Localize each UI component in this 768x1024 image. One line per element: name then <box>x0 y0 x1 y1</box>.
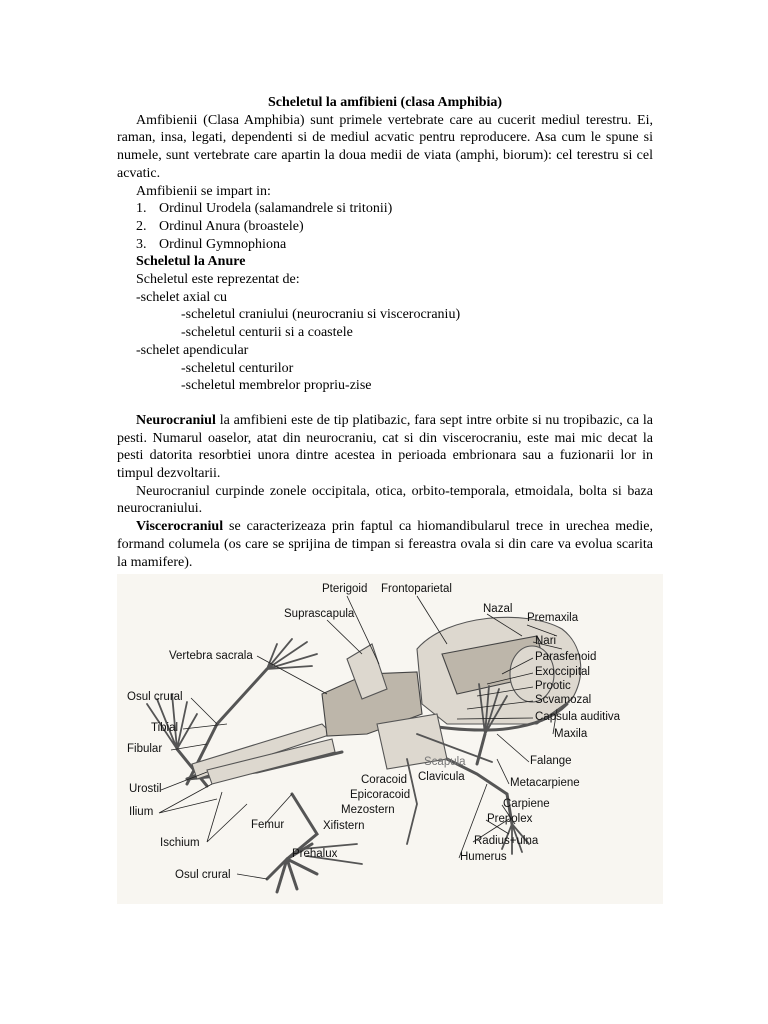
label-fibular: Fibular <box>127 743 163 755</box>
label-ilium: Ilium <box>129 806 154 818</box>
label-metacarpiene: Metacarpiene <box>510 777 580 789</box>
order-number: 3. <box>136 236 147 252</box>
order-text: Ordinul Urodela (salamandrele si tritonii) <box>159 201 393 217</box>
label-maxila: Maxila <box>554 728 588 740</box>
label-prehalux: Prehalux <box>292 848 338 860</box>
tibial-bone <box>217 669 267 724</box>
label-ischium: Ischium <box>160 837 200 849</box>
neurocraniu-paragraph <box>117 412 653 483</box>
label-osul-crural-top: Osul crural <box>127 691 183 703</box>
order-text: Ordinul Gymnophiona <box>159 236 287 252</box>
document-text <box>117 94 653 571</box>
label-carpiene: Carpiene <box>503 798 550 810</box>
neurocraniu-zones-paragraph: Neurocraniul curpinde zonele occipitala, otica, orbito-temporala, etmoidala, bolta si baza neurocraniului. <box>117 483 653 517</box>
label-falange: Falange <box>530 755 572 767</box>
label-nazal: Nazal <box>483 603 513 615</box>
neurocraniu-term: Neurocraniul <box>136 412 216 428</box>
label-femur: Femur <box>251 819 285 831</box>
order-item <box>117 236 653 254</box>
viscerocraniu-text: se caracterizeaza prin faptul ca hiomandibularul trece in urechea medie, formand columela (os care se sprijina de timpan si fereastra ovala si din care va evolua scarita la mamifere). <box>117 519 653 570</box>
axial-item: -scheletul centurii si a coastele <box>181 325 353 341</box>
axial-item: -scheletul craniului (neurocraniu si viscerocraniu) <box>181 307 461 323</box>
label-coracoid: Coracoid <box>361 774 408 786</box>
label-scapula: Scapula <box>424 756 466 768</box>
label-suprascapula: Suprascapula <box>284 608 355 620</box>
apendicular-item: -scheletul centurilor <box>181 360 294 376</box>
document-title: Scheletul la amfibieni (clasa Amphibia) <box>267 95 503 110</box>
label-urostil: Urostil <box>129 783 162 795</box>
label-pterigoid: Pterigoid <box>322 583 368 595</box>
intro-paragraph: Amfibienii (Clasa Amphibia) sunt primele vertebrate care au cucerit mediul terestru. Ei, raman, insa, legati, dependenti si de mediul acvatic pentru reproducere. Asa cum le spune si numele, sunt vertebrate care apartin la doua medii de viata (amphi, biorum): cel terestru si cel acvatic. <box>117 112 653 181</box>
label-clavicula: Clavicula <box>418 771 465 783</box>
order-number: 2. <box>136 218 147 234</box>
order-text: Ordinul Anura (broastele) <box>159 218 304 234</box>
label-mezostern: Mezostern <box>341 804 395 816</box>
label-nari: Nari <box>535 635 557 647</box>
label-tibial: Tibial <box>151 722 179 734</box>
order-item <box>117 200 653 218</box>
frog-skeleton-figure <box>117 574 663 904</box>
label-prootic: Prootic <box>535 680 571 692</box>
label-capsula-auditiva: Capsula auditiva <box>535 711 621 723</box>
label-scvamozal: Scvamozal <box>535 694 592 706</box>
label-exoccipital: Exoccipital <box>535 666 590 678</box>
label-frontoparietal: Frontoparietal <box>381 583 452 595</box>
axial-label: -schelet axial cu <box>136 289 227 305</box>
sternum-bone <box>407 759 417 844</box>
skeleton-intro: Scheletul este reprezentat de: <box>136 272 300 288</box>
label-prepolex: Prepolex <box>487 813 533 825</box>
label-humerus: Humerus <box>460 851 507 863</box>
apendicular-label: -schelet apendicular <box>136 342 249 358</box>
frog-skeleton-diagram <box>117 574 663 904</box>
label-xifistern: Xifistern <box>323 820 365 832</box>
section-heading: Scheletul la Anure <box>136 254 246 270</box>
viscerocraniu-paragraph <box>117 518 653 571</box>
division-intro: Amfibienii se impart in: <box>136 183 271 199</box>
label-radius-ulna: Radius+ulna <box>474 835 539 847</box>
neurocraniu-text: la amfibieni este de tip platibazic, fara sept intre orbite si nu tropibazic, ca la pesti. Numarul oaselor, atat din neurocraniu, cat si din viscerocraniu, este mai mic decat la pesti datorita resorbtiei unora dintre acestea in perioada embrionara sau a fuzionarii lor in timpul dezvoltarii. <box>117 412 653 482</box>
label-epicoracoid: Epicoracoid <box>350 789 411 801</box>
order-item <box>117 218 653 236</box>
label-parasfenoid: Parasfenoid <box>535 651 597 663</box>
hind-toes-upper <box>267 639 317 669</box>
viscerocraniu-term: Viscerocraniul <box>136 519 224 535</box>
label-premaxila: Premaxila <box>527 612 579 624</box>
label-vertebra-sacrala: Vertebra sacrala <box>169 650 253 662</box>
apendicular-item: -scheletul membrelor propriu-zise <box>181 378 372 394</box>
order-number: 1. <box>136 201 147 217</box>
label-osul-crural-bottom: Osul crural <box>175 869 231 881</box>
